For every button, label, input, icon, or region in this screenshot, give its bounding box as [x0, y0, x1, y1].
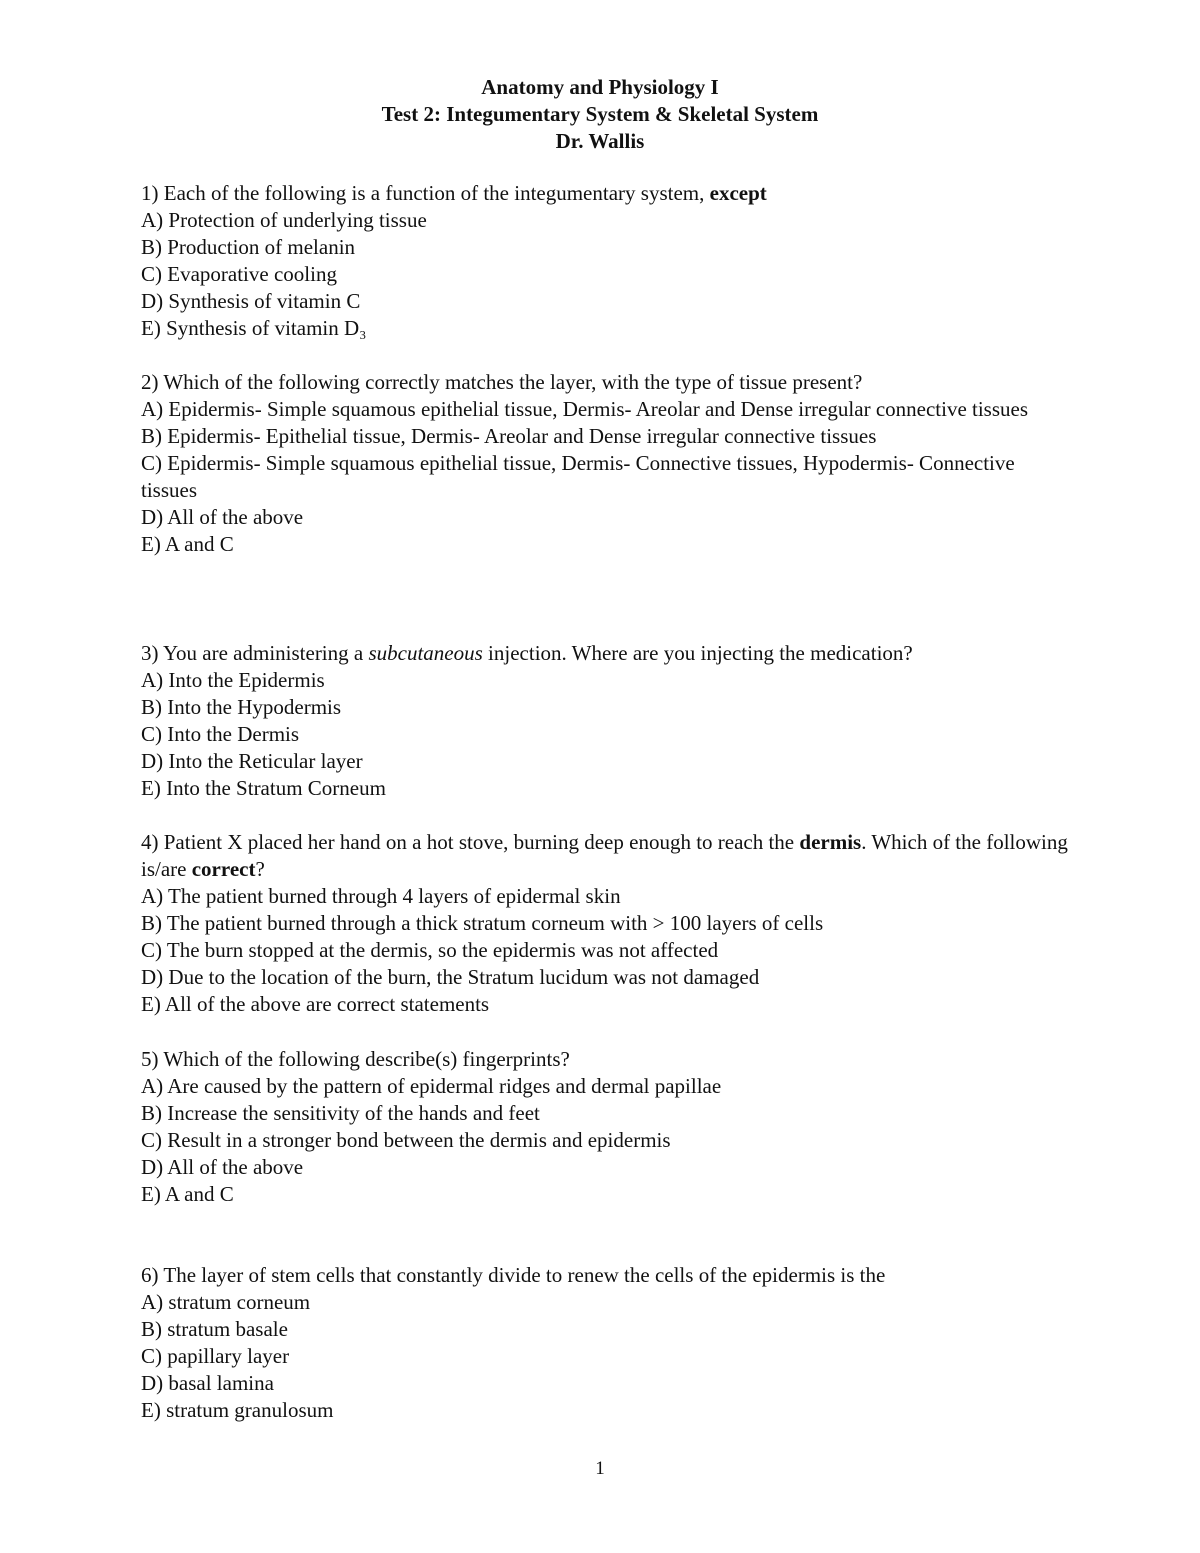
answer-option: C) Evaporative cooling	[141, 262, 337, 286]
answer-option: B) stratum basale	[141, 1317, 288, 1341]
answer-option: C) The burn stopped at the dermis, so the epidermis was not affected	[141, 938, 719, 962]
instructor-name: Dr. Wallis	[555, 129, 645, 153]
answer-option: D) All of the above	[141, 1155, 304, 1179]
question-stem-text: except	[709, 181, 767, 205]
answer-option: A) Into the Epidermis	[141, 668, 325, 692]
test-title: Test 2: Integumentary System & Skeletal System	[381, 102, 819, 126]
question-stem	[141, 1046, 1071, 1073]
answer-option: C) Result in a stronger bond between the dermis and epidermis	[141, 1128, 671, 1152]
answer-option: E) A and C	[141, 1182, 234, 1206]
question-stem-text: correct	[191, 857, 256, 881]
question-stem-text: ?	[255, 857, 265, 881]
answer-option: B) Production of melanin	[141, 235, 356, 259]
question-3	[141, 640, 1071, 802]
question-2	[141, 369, 1071, 558]
answer-option: C) Into the Dermis	[141, 722, 300, 746]
answer-option: E) stratum granulosum	[141, 1398, 334, 1422]
answer-option: A) Protection of underlying tissue	[141, 208, 427, 232]
question-stem-text: 3) You are administering a	[141, 641, 369, 665]
answer-option: D) All of the above	[141, 505, 304, 529]
answer-option: D) Synthesis of vitamin C	[141, 289, 361, 313]
answer-option: C) Epidermis- Simple squamous epithelial tissue, Dermis- Connective tissues, Hypodermis- Connective tissues	[141, 451, 1015, 502]
question-stem-text: subcutaneous	[368, 641, 483, 665]
answer-option: C) papillary layer	[141, 1344, 290, 1368]
question-stem	[141, 640, 1071, 667]
question-stem-text: 4) Patient X placed her hand on a hot stove, burning deep enough to reach the	[141, 830, 800, 854]
answer-option: A) stratum corneum	[141, 1290, 311, 1314]
question-4	[141, 829, 1071, 1018]
answer-option: D) Into the Reticular layer	[141, 749, 363, 773]
question-stem-text: . Which of the following is/are	[141, 830, 1068, 881]
answer-option: B) Increase the sensitivity of the hands and feet	[141, 1101, 540, 1125]
question-stem	[141, 1262, 1071, 1289]
answer-option: E) A and C	[141, 532, 234, 556]
answer-option: E) All of the above are correct statements	[141, 992, 490, 1016]
question-stem-text: 2) Which of the following correctly matches the layer, with the type of tissue present?	[141, 370, 863, 394]
answer-option: B) The patient burned through a thick stratum corneum with > 100 layers of cells	[141, 911, 824, 935]
course-title: Anatomy and Physiology I	[481, 75, 719, 99]
answer-option: D) Due to the location of the burn, the Stratum lucidum was not damaged	[141, 965, 760, 989]
answer-option: A) Are caused by the pattern of epidermal ridges and dermal papillae	[141, 1074, 722, 1098]
question-stem	[141, 829, 1071, 883]
question-stem-text: 5) Which of the following describe(s) fingerprints?	[141, 1047, 570, 1071]
question-stem-text: 1) Each of the following is a function of the integumentary system,	[141, 181, 710, 205]
answer-option: A) The patient burned through 4 layers of epidermal skin	[141, 884, 621, 908]
question-stem-text: 6) The layer of stem cells that constantly divide to renew the cells of the epidermis is the	[141, 1263, 886, 1287]
question-stem	[141, 369, 1071, 396]
page-number: 1	[595, 1458, 605, 1479]
answer-option: B) Into the Hypodermis	[141, 695, 342, 719]
document-header	[0, 74, 1200, 155]
question-stem-text: injection. Where are you injecting the medication?	[482, 641, 913, 665]
question-stem-text: dermis	[799, 830, 862, 854]
answer-option: E) Into the Stratum Corneum	[141, 776, 386, 800]
answer-option: E) Synthesis of vitamin D₃	[141, 316, 367, 340]
question-stem	[141, 180, 1071, 207]
answer-option: B) Epidermis- Epithelial tissue, Dermis- Areolar and Dense irregular connective tissues	[141, 424, 877, 448]
question-6	[141, 1262, 1071, 1424]
answer-option: A) Epidermis- Simple squamous epithelial tissue, Dermis- Areolar and Dense irregular connective tissues	[141, 397, 1029, 421]
question-5	[141, 1046, 1071, 1208]
question-1	[141, 180, 1071, 342]
answer-option: D) basal lamina	[141, 1371, 274, 1395]
